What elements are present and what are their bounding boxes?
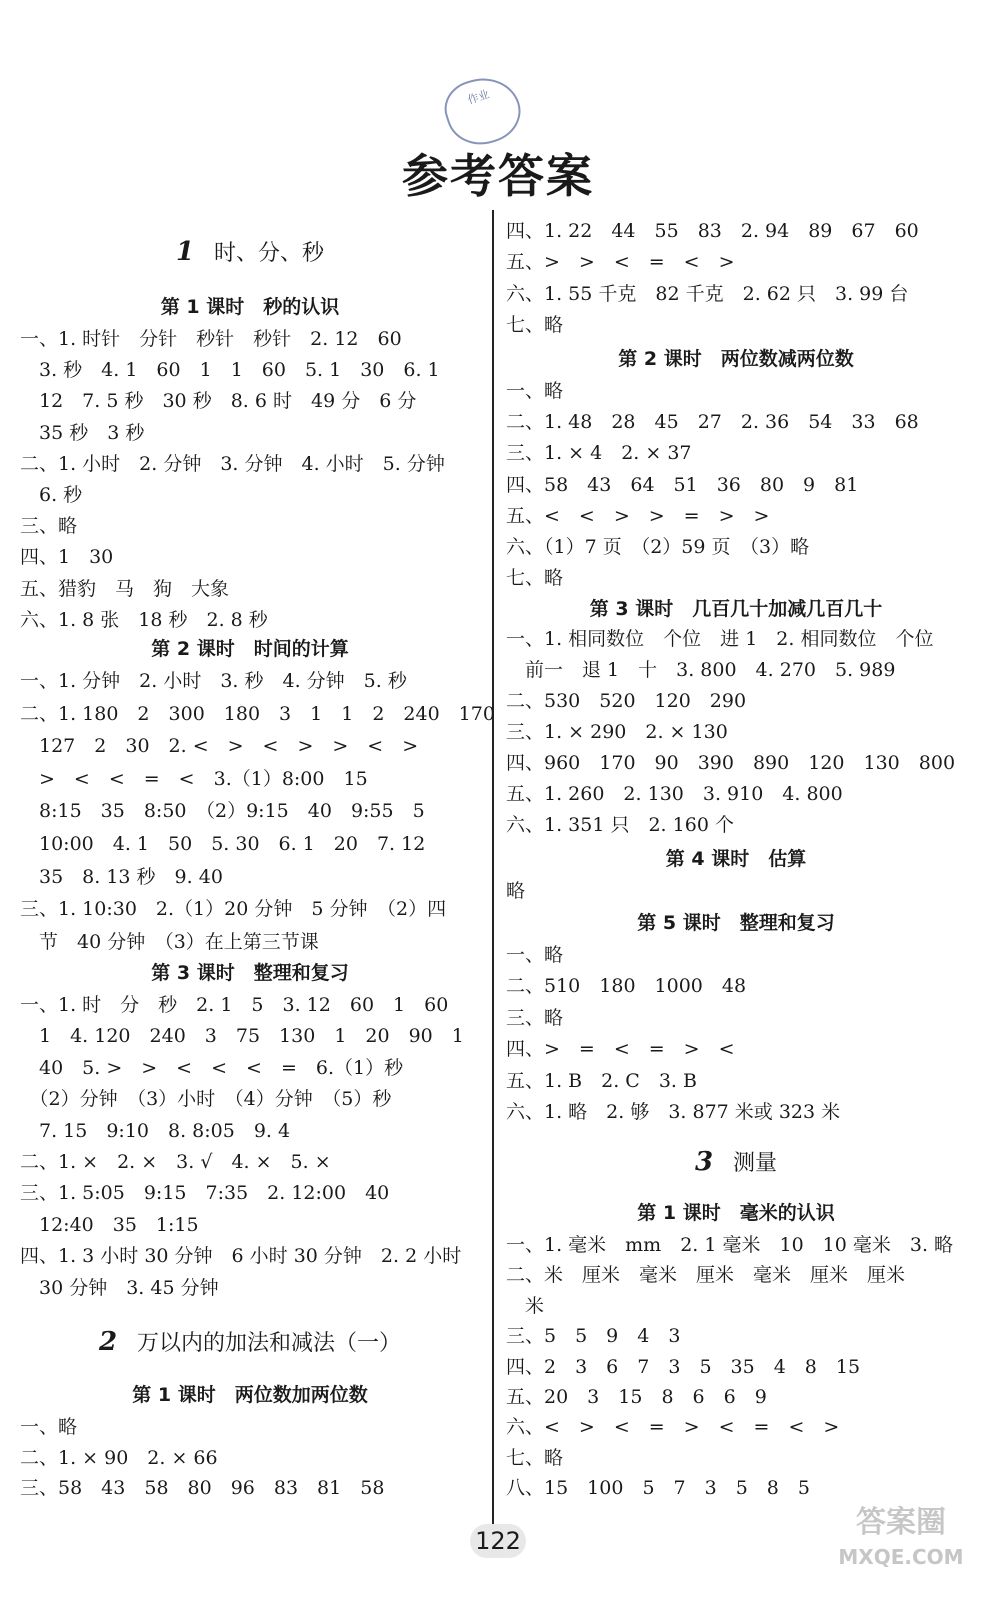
answer-line: 五、1. B 2. C 3. B <box>506 1069 697 1092</box>
page-number: 122 <box>470 1524 526 1558</box>
answer-line: 六、（1）7 页 （2）59 页 （3）略 <box>506 536 810 558</box>
answer-line: 二、510 180 1000 48 <box>506 975 747 998</box>
answer-line: > < < = < 3.（1）8:00 15 <box>20 767 368 790</box>
lesson-title: 第 1 课时 毫米的认识 <box>637 1202 835 1224</box>
answer-line: 一、略 <box>20 1416 78 1438</box>
lesson-title: 第 3 课时 整理和复习 <box>151 962 349 984</box>
answer-line: 节 40 分钟 （3）在上第三节课 <box>20 930 319 953</box>
answer-line: 四、1. 3 小时 30 分钟 6 小时 30 分钟 2. 2 小时 <box>20 1245 462 1268</box>
column-divider <box>492 210 494 1530</box>
answer-line: 五、> > < = < > <box>506 251 735 274</box>
answer-line: 35 秒 3 秒 <box>20 421 145 444</box>
answer-line: 二、1. 48 28 45 27 2. 36 54 33 68 <box>506 411 919 434</box>
answer-line: 五、20 3 15 8 6 6 9 <box>506 1386 767 1408</box>
chapter-heading: 3 测量 <box>694 1147 778 1177</box>
lesson-title: 第 1 课时 两位数加两位数 <box>132 1384 368 1406</box>
answer-line: 六、1. 略 2. 够 3. 877 米或 323 米 <box>506 1101 841 1123</box>
answer-line: 六、1. 8 张 18 秒 2. 8 秒 <box>20 608 268 631</box>
answer-line: 一、1. 时 分 秒 2. 1 5 3. 12 60 1 60 <box>20 994 449 1016</box>
answer-line: 35 8. 13 秒 9. 40 <box>20 865 223 888</box>
lesson-title: 第 1 课时 秒的认识 <box>160 296 340 318</box>
answer-line: 40 5. > > < < < = 6.（1）秒 <box>20 1056 404 1079</box>
answer-line: 二、1. × 90 2. × 66 <box>20 1446 218 1469</box>
lesson-title: 第 4 课时 估算 <box>665 848 807 870</box>
answer-line: 三、1. × 4 2. × 37 <box>506 442 692 465</box>
answer-line: 四、2 3 6 7 3 5 35 4 8 15 <box>506 1355 861 1378</box>
answer-line: 六、1. 351 只 2. 160 个 <box>506 814 734 836</box>
answer-line: 二、米 厘米 毫米 厘米 毫米 厘米 厘米 <box>506 1264 906 1287</box>
watermark-logo: 答案圈 MXQE.COM <box>838 1505 964 1569</box>
answer-line: 四、58 43 64 51 36 80 9 81 <box>506 473 859 496</box>
answer-line: 一、1. 时针 分针 秒针 秒针 2. 12 60 <box>20 328 402 350</box>
answer-line: 三、1. × 290 2. × 130 <box>506 721 728 743</box>
answer-line: 一、1. 相同数位 个位 进 1 2. 相同数位 个位 <box>506 628 934 650</box>
answer-line: 一、1. 毫米 mm 2. 1 毫米 10 10 毫米 3. 略 <box>506 1234 954 1256</box>
answer-line: （2）分钟 （3）小时 （4）分钟 （5）秒 <box>20 1088 392 1111</box>
chapter-heading: 1 时、分、秒 <box>175 237 325 267</box>
answer-line: 一、略 <box>506 944 564 966</box>
answer-line: 七、略 <box>506 567 564 590</box>
answer-line: 三、略 <box>506 1006 564 1029</box>
answer-line: 127 2 30 2. < > < > > < > <box>20 735 419 758</box>
answer-line: 30 分钟 3. 45 分钟 <box>20 1276 219 1299</box>
answer-line: 略 <box>506 880 526 902</box>
answer-line: 二、530 520 120 290 <box>506 690 747 712</box>
answer-line: 五、猎豹 马 狗 大象 <box>20 577 230 600</box>
page-title: 参考答案 <box>402 149 594 203</box>
answer-line: 12 7. 5 秒 30 秒 8. 6 时 49 分 6 分 <box>20 390 417 413</box>
answer-line: 1 4. 120 240 3 75 130 1 20 90 1 <box>20 1025 464 1048</box>
answer-line: 五、1. 260 2. 130 3. 910 4. 800 <box>506 783 843 805</box>
answer-line: 八、15 100 5 7 3 5 8 5 <box>506 1477 810 1500</box>
answer-line: 12:40 35 1:15 <box>20 1213 199 1236</box>
answer-line: 6. 秒 <box>20 484 83 506</box>
stamp-icon: 作业 <box>438 68 529 154</box>
answer-line: 四、960 170 90 390 890 120 130 800 <box>506 752 956 774</box>
answer-line: 六、1. 55 千克 82 千克 2. 62 只 3. 99 台 <box>506 282 909 305</box>
answer-line: 三、1. 5:05 9:15 7:35 2. 12:00 40 <box>20 1182 390 1205</box>
answer-line: 10:00 4. 1 50 5. 30 6. 1 20 7. 12 <box>20 833 426 855</box>
answer-line: 五、< < > > = > > <box>506 504 770 527</box>
answer-line: 二、1. 180 2 300 180 3 1 1 2 240 170 <box>20 702 495 725</box>
lesson-title: 第 2 课时 时间的计算 <box>151 638 349 660</box>
lesson-title: 第 2 课时 两位数减两位数 <box>618 348 854 370</box>
answer-line: 3. 秒 4. 1 60 1 1 60 5. 1 30 6. 1 <box>20 359 440 382</box>
chapter-heading: 2 万以内的加法和减法（一） <box>98 1327 402 1357</box>
answer-line: 8:15 35 8:50 （2）9:15 40 9:55 5 <box>20 800 425 823</box>
answer-line: 三、58 43 58 80 96 83 81 58 <box>20 1477 385 1500</box>
answer-line: 一、略 <box>506 380 564 402</box>
answer-line: 三、5 5 9 4 3 <box>506 1325 681 1348</box>
answer-line: 三、1. 10:30 2.（1）20 分钟 5 分钟 （2）四 <box>20 898 447 921</box>
answer-line: 四、> = < = > < <box>506 1038 735 1061</box>
answer-line: 四、1 30 <box>20 546 114 569</box>
answer-line: 四、1. 22 44 55 83 2. 94 89 67 60 <box>506 220 919 242</box>
answer-line: 七、略 <box>506 1446 564 1469</box>
answer-line: 一、1. 分钟 2. 小时 3. 秒 4. 分钟 5. 秒 <box>20 670 407 692</box>
answer-line: 二、1. 小时 2. 分钟 3. 分钟 4. 小时 5. 分钟 <box>20 452 445 475</box>
answer-line: 七、略 <box>506 314 564 337</box>
answer-line: 米 <box>506 1294 545 1317</box>
answer-line: 二、1. × 2. × 3. √ 4. × 5. × <box>20 1151 331 1173</box>
answer-line: 7. 15 9:10 8. 8:05 9. 4 <box>20 1119 291 1142</box>
lesson-title: 第 5 课时 整理和复习 <box>637 912 835 934</box>
answer-line: 前一 退 1 十 3. 800 4. 270 5. 989 <box>506 659 896 681</box>
lesson-title: 第 3 课时 几百几十加减几百几十 <box>589 598 883 620</box>
answer-line: 三、略 <box>20 515 78 538</box>
answer-line: 六、< > < = > < = < > <box>506 1416 840 1439</box>
